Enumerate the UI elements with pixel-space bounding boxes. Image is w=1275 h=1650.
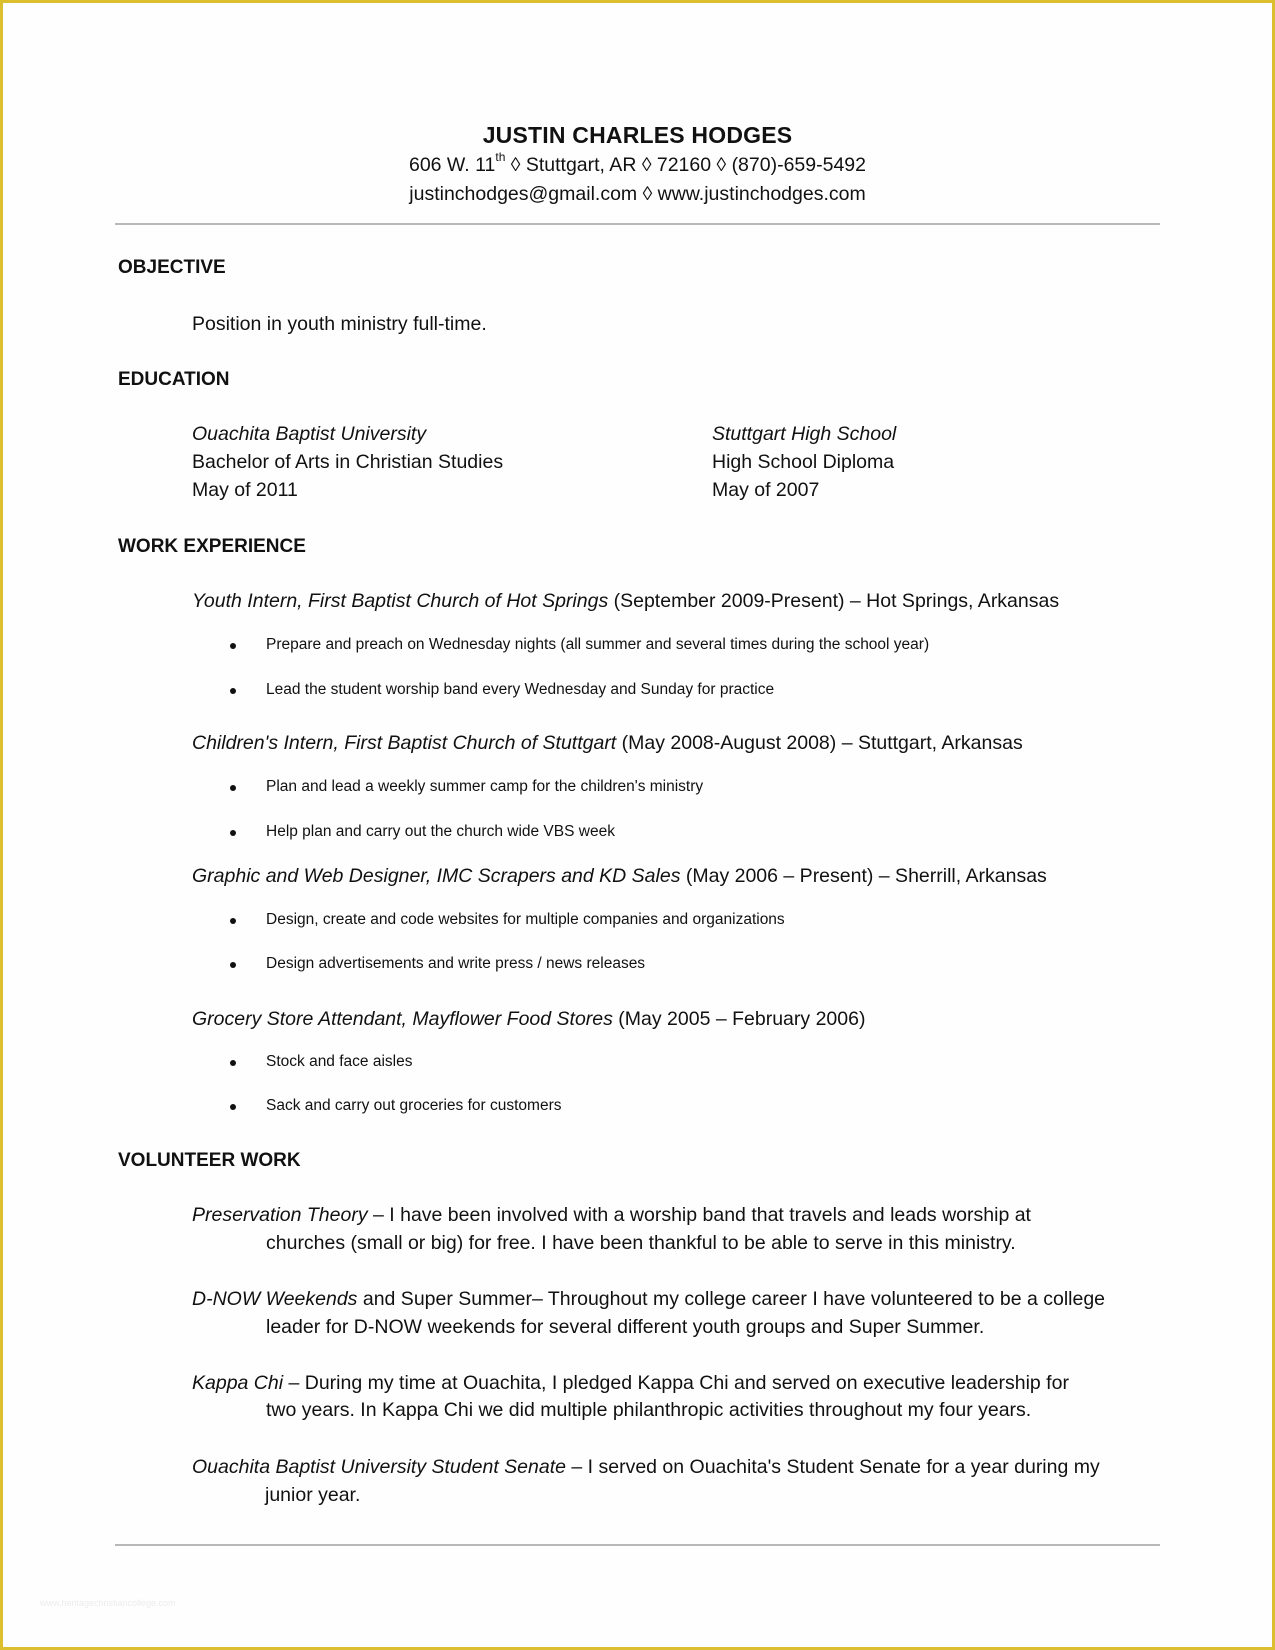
section-heading-objective: OBJECTIVE (118, 257, 226, 278)
job-bullet: Sack and carry out groceries for customers (266, 1097, 562, 1114)
resume-name: JUSTIN CHARLES HODGES (482, 122, 793, 148)
school-name: Ouachita Baptist University (192, 423, 427, 445)
job-detail: (May 2006 – Present) – Sherrill, Arkansas (680, 865, 1047, 887)
address-line (0, 150, 1275, 177)
job-detail: (September 2009-Present) – Hot Springs, Arkansas (608, 590, 1060, 612)
volunteer-description-cont: junior year. (265, 1484, 361, 1506)
street-suffix: th (495, 150, 506, 164)
volunteer-org: Ouachita Baptist University Student Senate (192, 1456, 566, 1478)
job-bullet: Design, create and code websites for multiple companies and organizations (266, 911, 785, 928)
volunteer-description: – I have been involved with a worship band that travels and leads worship at (367, 1204, 1031, 1226)
section-heading-volunteer-work: VOLUNTEER WORK (118, 1150, 301, 1171)
volunteer-description: – During my time at Ouachita, I pledged Kappa Chi and served on executive leadership for (283, 1372, 1069, 1394)
job-detail: (May 2005 – February 2006) (612, 1008, 866, 1030)
volunteer-description-cont: leader for D-NOW weekends for several different youth groups and Super Summer. (266, 1316, 985, 1338)
volunteer-line (192, 1456, 1100, 1479)
section-heading-work-experience: WORK EXPERIENCE (118, 536, 306, 557)
street: 606 W. 11 (408, 154, 496, 176)
contact-line: justinchodges@gmail.com ◊ www.justinchodges.com (409, 183, 866, 205)
volunteer-org: D-NOW Weekends (192, 1288, 358, 1310)
job-heading (192, 1008, 865, 1031)
bullet-icon (230, 785, 236, 791)
bullet-icon (230, 830, 236, 836)
volunteer-line (192, 1288, 1105, 1311)
header-divider (115, 223, 1160, 225)
volunteer-line (192, 1372, 1069, 1395)
objective-text: Position in youth ministry full-time. (192, 313, 487, 335)
volunteer-description: – I served on Ouachita's Student Senate for a year during my (565, 1456, 1100, 1478)
job-heading (192, 732, 1023, 755)
job-bullet: Design advertisements and write press / news releases (266, 955, 646, 972)
volunteer-line (192, 1204, 1031, 1227)
job-bullet: Help plan and carry out the church wide VBS week (266, 823, 615, 840)
bullet-icon (230, 688, 236, 694)
job-heading (192, 590, 1059, 613)
address-rest: ◊ Stuttgart, AR ◊ 72160 ◊ (870)-659-5492 (505, 154, 866, 176)
graduation-date: May of 2007 (712, 479, 820, 501)
volunteer-org: Kappa Chi (192, 1372, 284, 1394)
degree: High School Diploma (712, 451, 895, 473)
job-title: Grocery Store Attendant, Mayflower Food Stores (192, 1008, 613, 1030)
job-title: Graphic and Web Designer, IMC Scrapers and KD Sales (192, 865, 681, 887)
job-bullet: Lead the student worship band every Wednesday and Sunday for practice (266, 681, 775, 698)
bullet-icon (230, 1104, 236, 1110)
job-bullet: Prepare and preach on Wednesday nights (all summer and several times during the school year) (266, 636, 930, 653)
watermark: www.heritagechristiancollege.com (40, 1598, 176, 1608)
footer-divider (115, 1544, 1160, 1546)
job-detail: (May 2008-August 2008) – Stuttgart, Arkansas (616, 732, 1023, 754)
bullet-icon (230, 643, 236, 649)
job-title: Youth Intern, First Baptist Church of Hot Springs (192, 590, 609, 612)
bullet-icon (230, 1060, 236, 1066)
job-bullet: Plan and lead a weekly summer camp for the children's ministry (266, 778, 704, 795)
section-heading-education: EDUCATION (118, 369, 230, 390)
volunteer-org: Preservation Theory (192, 1204, 368, 1226)
job-title: Children's Intern, First Baptist Church of Stuttgart (192, 732, 617, 754)
job-heading (192, 865, 1047, 888)
job-bullet: Stock and face aisles (266, 1053, 413, 1070)
degree: Bachelor of Arts in Christian Studies (192, 451, 504, 473)
graduation-date: May of 2011 (192, 479, 298, 501)
volunteer-description-cont: two years. In Kappa Chi we did multiple philanthropic activities throughout my four years. (266, 1399, 1032, 1421)
bullet-icon (230, 962, 236, 968)
bullet-icon (230, 918, 236, 924)
volunteer-description: and Super Summer– Throughout my college career I have volunteered to be a college (357, 1288, 1106, 1310)
school-name: Stuttgart High School (712, 423, 897, 445)
volunteer-description-cont: churches (small or big) for free. I have been thankful to be able to serve in this ministry. (266, 1232, 1016, 1254)
